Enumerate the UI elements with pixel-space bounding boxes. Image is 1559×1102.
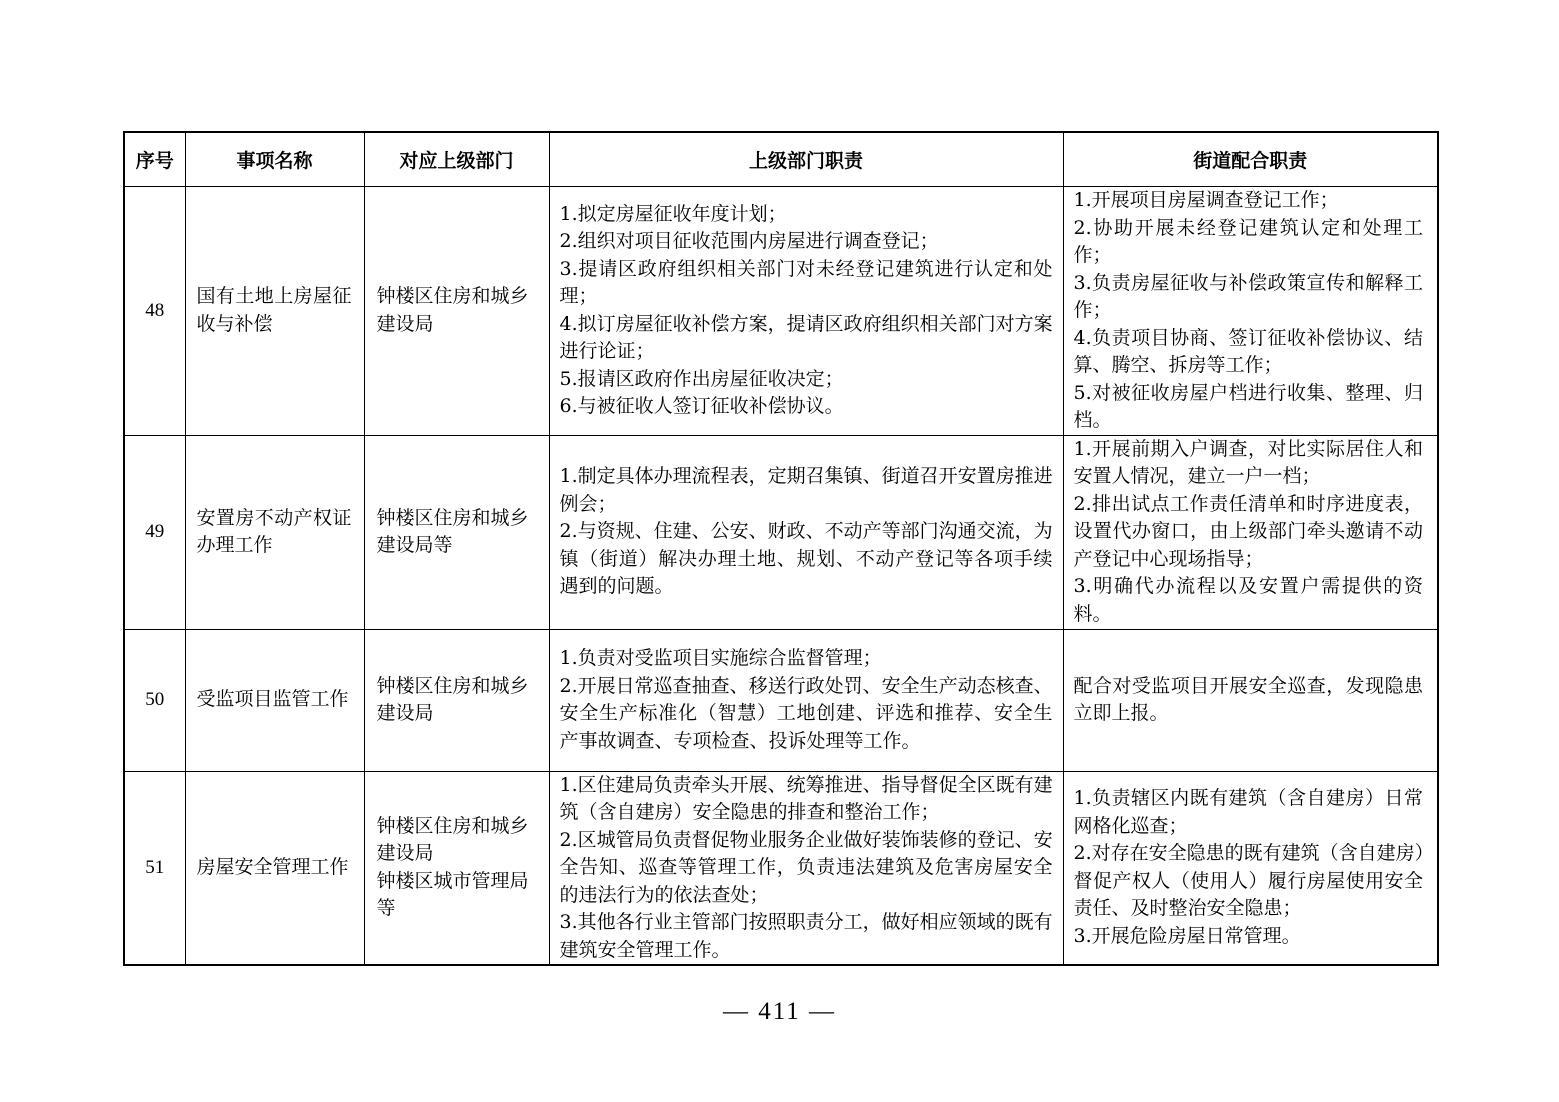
text-line: 的违法行为的依法查处； (559, 883, 769, 906)
paragraph (365, 283, 549, 338)
paragraph (550, 256, 1063, 311)
paragraph (1064, 491, 1438, 574)
text-line: 全告知、巡查等管理工作，负责违法建筑及危害房屋安全 (559, 856, 1053, 878)
text-line: 受监项目监管工作 (196, 688, 349, 711)
paragraph (1064, 840, 1438, 923)
responsibility-table (123, 131, 1439, 966)
text-line: 建设局 (376, 312, 434, 335)
paragraph (1064, 923, 1438, 951)
text-line: 镇（街道）解决办理土地、规划、不动产登记等各项手续 (559, 547, 1053, 570)
text-line: 网格化巡查； (1073, 814, 1188, 837)
superior-department-cell (364, 435, 549, 629)
paragraph (550, 393, 1063, 421)
text-line: 立即上报。 (1073, 702, 1169, 724)
text-line: 2.对存在安全隐患的既有建筑（含自建房） (1073, 842, 1434, 865)
paragraph (186, 854, 364, 882)
item-name-cell (185, 771, 364, 965)
paragraph (550, 909, 1063, 964)
text-line: 1.负责辖区内既有建筑（含自建房）日常 (1073, 787, 1423, 810)
serial-number-cell: 50 (124, 629, 185, 771)
text-line: 筑（含自建房）安全隐患的排查和整治工作； (559, 801, 940, 823)
text-line: 督促产权人（使用人）履行房屋使用安全 (1073, 869, 1423, 892)
text-line: 房屋安全管理工作 (196, 856, 349, 878)
text-line: 6.与被征收人签订征收补偿协议。 (559, 395, 844, 418)
text-line: 2.区城管局负责督促物业服务企业做好装饰装修的登记、安 (559, 828, 1053, 851)
text-line: 钟楼区住房和城乡 (376, 814, 529, 837)
text-line: 理； (559, 285, 598, 308)
text-line: 建设局 (376, 842, 434, 865)
superior-department-cell (364, 187, 549, 436)
paragraph (550, 228, 1063, 256)
text-line: 钟楼区住房和城乡 (376, 285, 529, 308)
text-line: 2.排出试点工作责任清单和时序进度表， (1073, 492, 1423, 515)
paragraph (365, 505, 549, 560)
text-line: 责任、及时整治安全隐患； (1073, 897, 1302, 920)
text-line: 4.拟订房屋征收补偿方案，提请区政府组织相关部门对方案 (559, 312, 1053, 335)
text-line: 档。 (1073, 409, 1112, 431)
text-line: 产登记中心现场指导； (1073, 547, 1264, 570)
paragraph (1064, 187, 1438, 215)
text-line: 2.组织对项目征收范围内房屋进行调查登记； (559, 230, 939, 253)
paragraph (550, 827, 1063, 910)
superior-duties-cell (549, 771, 1063, 965)
paragraph (186, 283, 364, 338)
text-line: 1.开展项目房屋调查登记工作； (1073, 189, 1339, 211)
text-line: 国有土地上房屋征 (196, 285, 352, 308)
text-line: 设置代办窗口，由上级部门牵头邀请不动 (1073, 520, 1423, 543)
paragraph (186, 505, 364, 560)
text-line: 建筑安全管理工作。 (559, 938, 731, 961)
superior-duties-cell (549, 629, 1063, 771)
table-row (124, 187, 1438, 436)
text-line: 5.报请区政府作出房屋征收决定； (559, 367, 844, 390)
paragraph (1064, 215, 1438, 270)
paragraph (1064, 436, 1438, 491)
text-line: 钟楼区住房和城乡 (376, 506, 529, 529)
text-line: 安全生产标准化（智慧）工地创建、评选和推荐、安全生 (559, 702, 1053, 724)
paragraph (1064, 325, 1438, 380)
text-line: 钟楼区城市管理局 (376, 869, 529, 892)
header-street-duties: 街道配合职责 (1063, 132, 1438, 187)
text-line: 办理工作 (196, 534, 273, 556)
header-superior-duties: 上级部门职责 (549, 132, 1063, 187)
item-name-cell (185, 187, 364, 436)
page-number: — 411 — (722, 998, 837, 1025)
paragraph (1064, 573, 1438, 628)
serial-number-cell: 49 (124, 435, 185, 629)
text-line: 建设局等 (376, 534, 453, 556)
serial-number-cell: 48 (124, 187, 185, 436)
text-line: 3.其他各行业主管部门按照职责分工，做好相应领域的既有 (559, 911, 1053, 933)
superior-duties-cell (549, 435, 1063, 629)
text-line: 2.与资规、住建、公安、财政、不动产等部门沟通交流，为 (559, 520, 1053, 543)
text-line: 产事故调查、专项检查、投诉处理等工作。 (559, 729, 921, 752)
table-row (124, 771, 1438, 965)
text-line: 料。 (1073, 602, 1112, 625)
text-line: 1.制定具体办理流程表，定期召集镇、街道召开安置房推进 (559, 465, 1053, 488)
paragraph (550, 311, 1063, 366)
table-header-row (124, 132, 1438, 187)
text-line: 5.对被征收房屋户档进行收集、整理、归 (1073, 381, 1423, 404)
text-line: 安置人情况，建立一户一档； (1073, 465, 1321, 488)
paragraph (550, 366, 1063, 394)
street-duties-cell (1063, 435, 1438, 629)
paragraph (365, 673, 549, 728)
paragraph (186, 686, 364, 714)
street-duties-cell (1063, 629, 1438, 771)
header-item-name: 事项名称 (185, 132, 364, 187)
paragraph (365, 868, 549, 923)
street-duties-cell (1063, 771, 1438, 965)
paragraph (550, 463, 1063, 518)
text-line: 作； (1073, 299, 1112, 321)
text-line: 钟楼区住房和城乡 (376, 674, 529, 697)
text-line: 3.明确代办流程以及安置户需提供的资 (1073, 575, 1423, 598)
header-superior-department: 对应上级部门 (364, 132, 549, 187)
street-duties-cell (1063, 187, 1438, 436)
paragraph (1064, 785, 1438, 840)
text-line: 例会； (559, 492, 617, 515)
paragraph (550, 518, 1063, 601)
text-line: 4.负责项目协商、签订征收补偿协议、结 (1073, 326, 1423, 349)
text-line: 遇到的问题。 (559, 575, 674, 598)
text-line: 1.拟定房屋征收年度计划； (559, 202, 787, 225)
paragraph (550, 645, 1063, 673)
paragraph (550, 201, 1063, 229)
paragraph (1064, 673, 1438, 728)
text-line: 1.区住建局负责牵头开展、统筹推进、指导督促全区既有建 (559, 773, 1053, 796)
text-line: 3.提请区政府组织相关部门对未经登记建筑进行认定和处 (559, 257, 1053, 280)
table-row (124, 435, 1438, 629)
text-line: 1.开展前期入户调查，对比实际居住人和 (1073, 437, 1423, 460)
header-serial-number: 序号 (124, 132, 185, 187)
text-line: 配合对受监项目开展安全巡查，发现隐患 (1073, 674, 1423, 697)
text-line: 进行论证； (559, 340, 655, 363)
paragraph (550, 673, 1063, 756)
text-line: 算、腾空、拆房等工作； (1073, 354, 1283, 376)
paragraph (550, 772, 1063, 827)
text-line: 3.开展危险房屋日常管理。 (1073, 924, 1301, 947)
serial-number-cell: 51 (124, 771, 185, 965)
table-row (124, 629, 1438, 771)
text-line: 2.开展日常巡查抽查、移送行政处罚、安全生产动态核查、 (559, 674, 1053, 697)
item-name-cell (185, 435, 364, 629)
text-line: 2.协助开展未经登记建筑认定和处理工 (1073, 216, 1423, 239)
text-line: 1.负责对受监项目实施综合监督管理； (559, 647, 882, 669)
text-line: 收与补偿 (196, 312, 273, 335)
superior-department-cell (364, 629, 549, 771)
text-line: 作； (1073, 244, 1112, 266)
paragraph (365, 813, 549, 868)
text-line: 3.负责房屋征收与补偿政策宣传和解释工 (1073, 271, 1423, 294)
text-line: 建设局 (376, 702, 434, 724)
paragraph (1064, 270, 1438, 325)
text-line: 安置房不动产权证 (196, 506, 352, 529)
text-line: 等 (376, 897, 396, 920)
paragraph (1064, 380, 1438, 435)
superior-department-cell (364, 771, 549, 965)
item-name-cell (185, 629, 364, 771)
superior-duties-cell (549, 187, 1063, 436)
table-body (124, 187, 1438, 966)
